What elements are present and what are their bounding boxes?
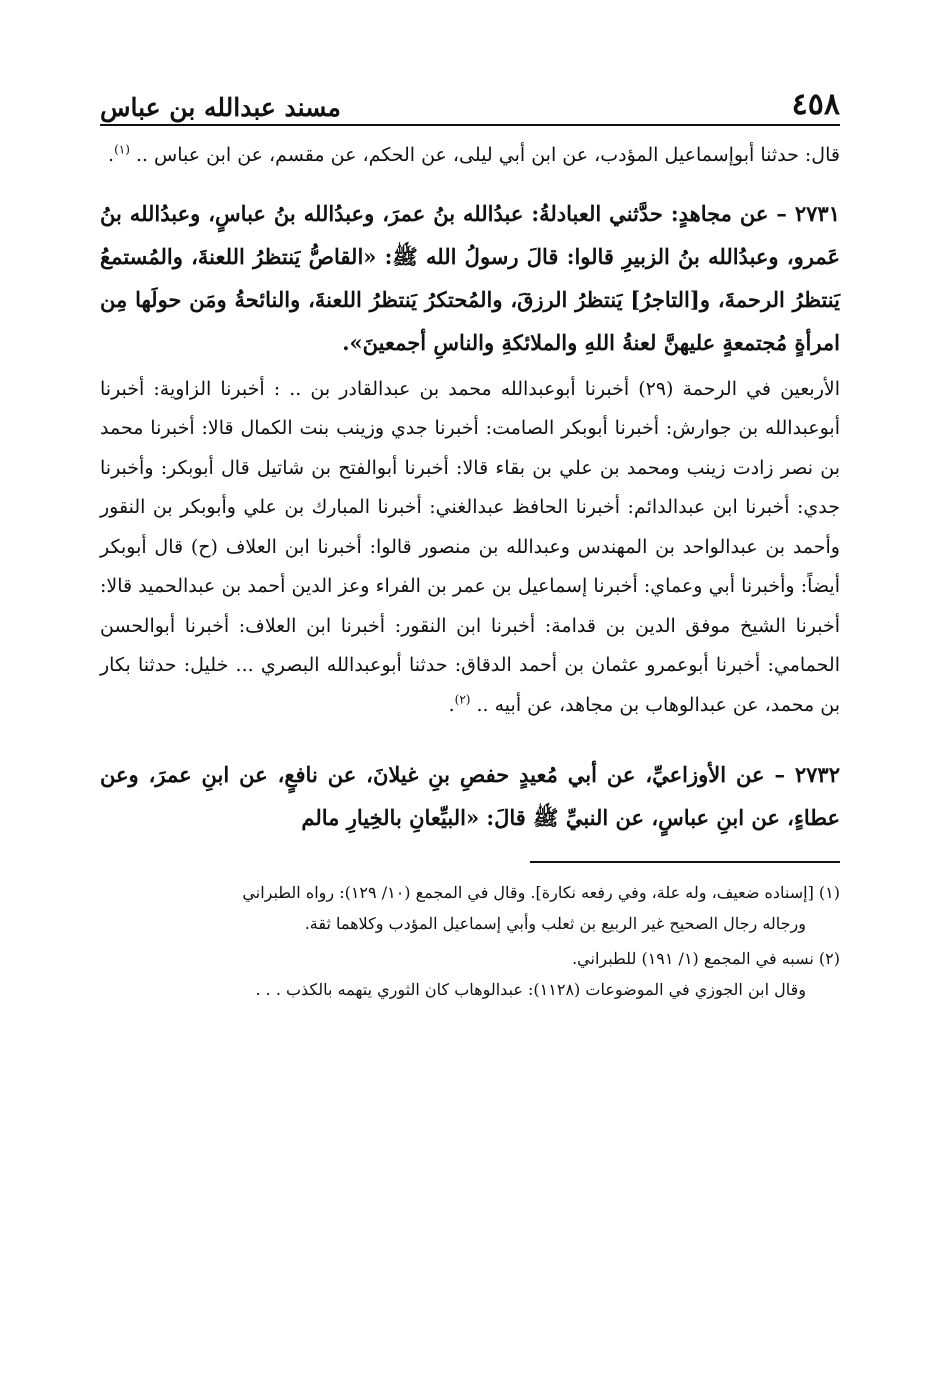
footnote-ref-2: (٢) xyxy=(454,692,471,707)
footnote-ref-1: (١) xyxy=(114,142,130,157)
footnote-2-line-2: وقال ابن الجوزي في الموضوعات (١١٢٨): عبدالوهاب كان الثوري يتهمه بالكذب . . . xyxy=(255,980,806,999)
running-title: مسند عبدالله بن عباس xyxy=(100,93,341,122)
paragraph-text: الأربعين في الرحمة (٢٩) أخبرنا أبوعبدالله محمد بن عبدالقادر بن .. : أخبرنا الزاوية: أخبرنا أبوعبدالله بن جوارش: أخبرنا أبوبكر الصامت: أخبرنا جدي وزينب بنت الكمال قالا: أخبرنا محمد بن نصر زادت زينب ومحمد بن علي بن بقاء قالا: أخبرنا أبوالفتح بن شاتيل قال أبوبكر: وأخبرنا جدي: أخبرنا ابن عبدالدائم: أخبرنا الحافظ عبدالغني: أخبرنا المبارك بن علي وأبوبكر بن النقور وأحمد بن عبدالواحد بن المهندس وعبدالله بن منصور قالوا: أخبرنا ابن العلاف (ح) قال أبوبكر أيضاً: وأخبرنا أبي وعماي: أخبرنا إسماعيل بن عمر بن الفراء وعز الدين أحمد بن عبدالحميد قالا: أخبرنا الشيخ موفق الدين بن قدامة: أخبرنا ابن النقور: أخبرنا ابن العلاف: أخبرنا أبوالحسن الحمامي: أخبرنا أبوعمرو عثمان بن أحمد الدقاق: حدثنا أبوعبدالله البصري ... خليل: حدثنا بكار بن محمد، عن عبدالوهاب بن مجاهد، عن أبيه .. xyxy=(100,377,841,716)
paragraph-isnad: الأربعين في الرحمة (٢٩) أخبرنا أبوعبدالله محمد بن عبدالقادر بن .. : أخبرنا الزاوية: أخبرنا أبوعبدالله بن جوارش: أخبرنا أبوبكر الصامت: أخبرنا جدي وزينب بنت الكمال قالا: أخبرنا محمد بن نصر زادت زينب ومحمد بن علي بن بقاء قالا: أخبرنا أبوالفتح بن شاتيل قال أبوبكر: وأخبرنا جدي: أخبرنا ابن عبدالدائم: أخبرنا الحافظ عبدالغني: أخبرنا المبارك بن علي وأبوبكر بن النقور وأحمد بن عبدالواحد بن المهندس وعبدالله بن منصور قالوا: أخبرنا ابن العلاف (ح) قال أبوبكر أيضاً: وأخبرنا أبي وعماي: أخبرنا إسماعيل بن عمر بن الفراء وعز الدين أحمد بن عبدالحميد قالا: أخبرنا الشيخ موفق الدين بن قدامة: أخبرنا ابن النقور: أخبرنا ابن العلاف: أخبرنا أبوالحسن الحمامي: أخبرنا أبوعمرو عثمان بن أحمد الدقاق: حدثنا أبوعبدالله البصري ... خليل: حدثنا بكار بن محمد، عن عبدالوهاب بن مجاهد، عن أبيه .. $^{(٢)}$. xyxy=(100,377,841,716)
hadith-2732: ٢٧٣٢ – عن الأوزاعيِّ، عن أبي مُعيدٍ حفصِ بنِ غيلانَ، عن نافعٍ، عن ابنِ عمرَ، وعن عطاءٍ، عن ابنِ عباسٍ، عن النبيِّ ﷺ قالَ: «البيِّعانِ بالخِيارِ مالم xyxy=(100,762,840,830)
paragraph-isnad-continuation: قال: حدثنا أبوإسماعيل المؤدب، عن ابن أبي ليلى، عن الحكم، عن مقسم، عن ابن عباس .. $^{(١)}$. xyxy=(108,142,840,166)
paragraph-text: قال: حدثنا أبوإسماعيل المؤدب، عن ابن أبي ليلى، عن الحكم، عن مقسم، عن ابن عباس .. xyxy=(129,144,840,166)
document-page xyxy=(100,78,840,1005)
page-header xyxy=(100,78,840,126)
footnote-2-line-1: (٢) نسبه في المجمع (١/ ١٩١) للطبراني. xyxy=(572,949,840,968)
hadith-2731: ٢٧٣١ – عن مجاهدٍ: حدَّثني العبادلةُ: عبدُالله بنُ عمرَ، وعبدُالله بنُ عباسٍ، وعبدُالله بنُ عَمرو، وعبدُالله بنُ الزبيرِ قالوا: قالَ رسولُ الله ﷺ: «القاصُّ يَنتظرُ اللعنةَ، والمُستمعُ يَنتظرُ الرحمةَ، و[التاجرُ] يَنتظرُ الرزقَ، والمُحتكرُ يَنتظرُ اللعنةَ، والنائحةُ ومَن حولَها مِن امرأةٍ مُجتمعةٍ عليهنَّ لعنةُ اللهِ والملائكةِ والناسِ أجمعينَ». xyxy=(100,200,840,355)
footnote-divider xyxy=(530,861,840,863)
footnote-1-line-2: ورجاله رجال الصحيح غير الربيع بن ثعلب وأبي إسماعيل المؤدب وكلاهما ثقة. xyxy=(304,914,806,933)
footnote-1-line-1: (١) [إسناده ضعيف، وله علة، وفي رفعه نكارة]. وقال في المجمع (١٠/ ١٢٩): رواه الطبراني xyxy=(242,883,840,902)
page-number: ٤٥٨ xyxy=(791,87,840,122)
